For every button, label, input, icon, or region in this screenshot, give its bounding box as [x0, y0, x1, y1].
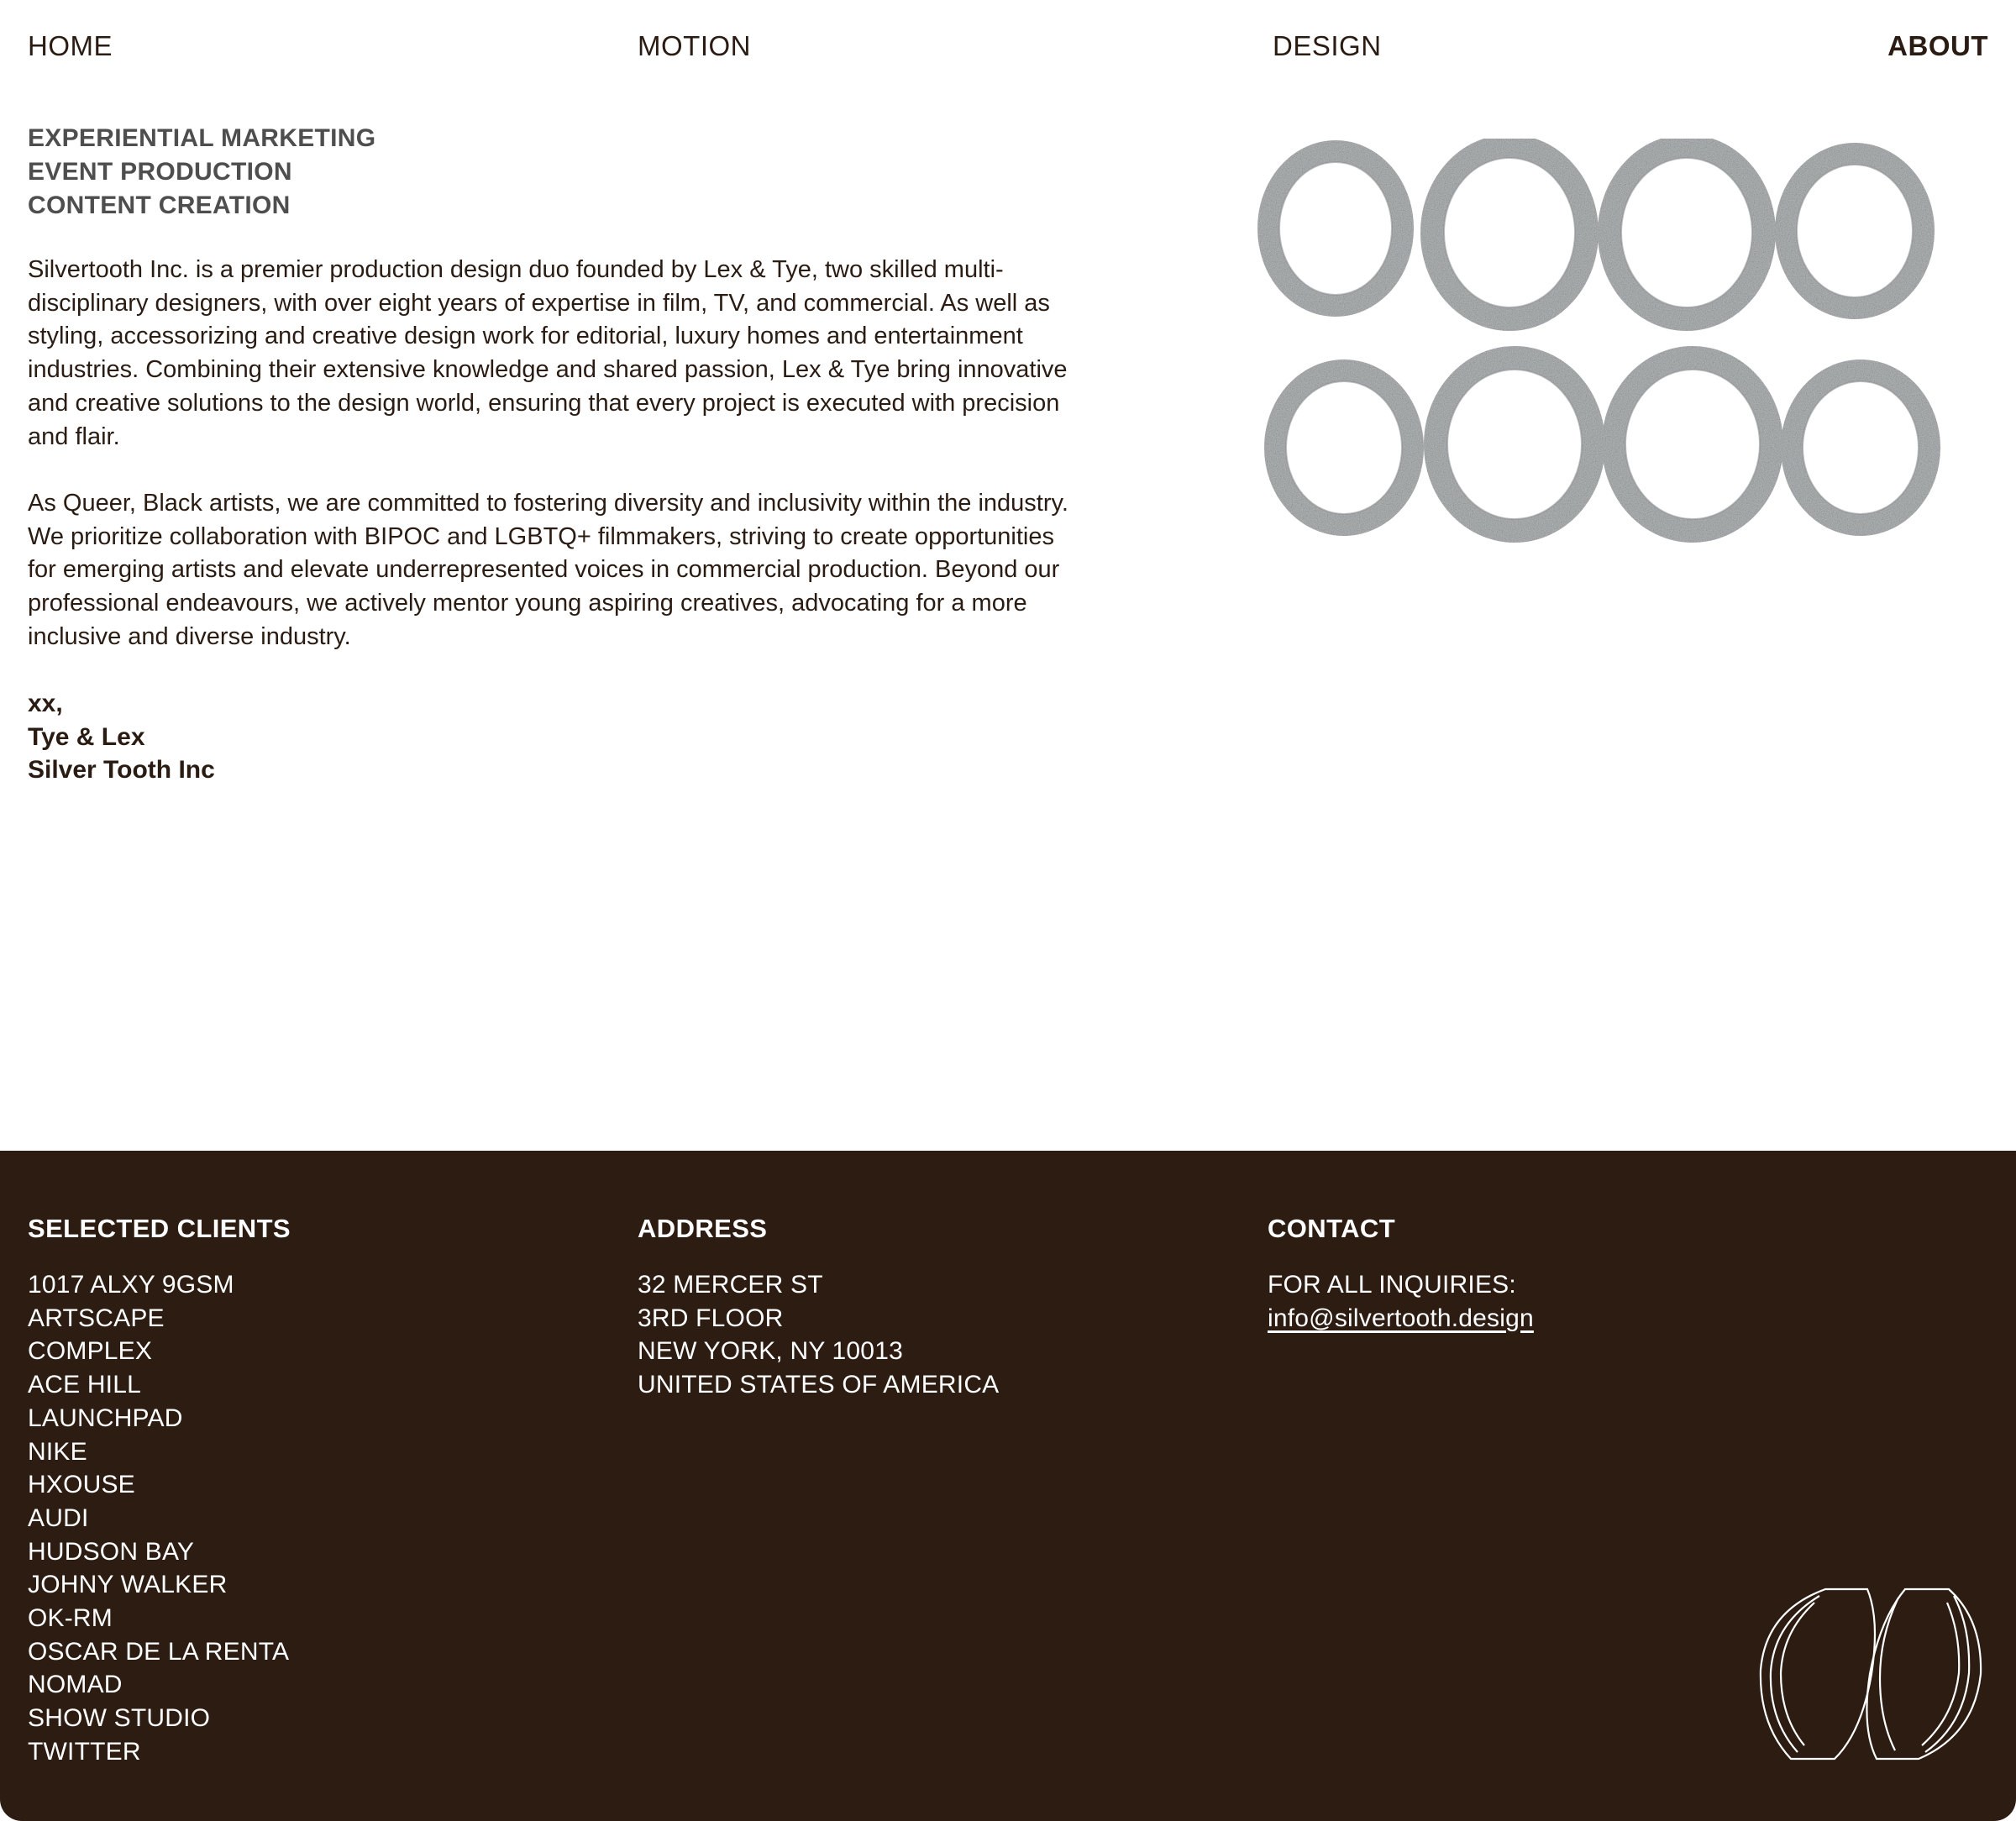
- interlocking-rings-logo: [1754, 1586, 1989, 1762]
- contact-email-link[interactable]: info@silvertooth.design: [1268, 1304, 1534, 1332]
- address-line: NEW YORK, NY 10013: [638, 1337, 903, 1366]
- signoff-line: Tye & Lex: [28, 722, 145, 751]
- address-column: [638, 1213, 999, 1402]
- client-item: TWITTER: [28, 1737, 141, 1766]
- signoff-line: xx,: [28, 690, 63, 717]
- about-paragraph-2: As Queer, Black artists, we are committed to fostering diversity and inclusivity within the industry. We prioritize collaboration with BIPOC and LGBTQ+ filmmakers, striving to create opportunities for emerging artists and elevate underrepresented voices in commercial production. Beyond our professional endeavours, we actively mentor young aspiring creatives, advocating for a more inclusive and diverse industry.: [28, 490, 1068, 650]
- client-item: JOHNY WALKER: [28, 1571, 228, 1599]
- address-line: 3RD FLOOR: [638, 1304, 784, 1332]
- address-line: 32 MERCER ST: [638, 1271, 823, 1299]
- client-item: OSCAR DE LA RENTA: [28, 1637, 290, 1666]
- client-item: ARTSCAPE: [28, 1304, 165, 1332]
- signoff: [28, 687, 215, 787]
- client-item: 1017 ALXY 9GSM: [28, 1271, 234, 1299]
- nav-about[interactable]: ABOUT: [1887, 30, 1988, 61]
- service-item: EVENT PRODUCTION: [28, 158, 292, 186]
- top-nav: [0, 0, 2016, 92]
- client-item: LAUNCHPAD: [28, 1404, 183, 1432]
- nav-design[interactable]: DESIGN: [1273, 30, 1382, 61]
- client-item: SHOW STUDIO: [28, 1704, 211, 1733]
- client-item: NIKE: [28, 1437, 87, 1466]
- client-item: AUDI: [28, 1504, 89, 1532]
- footer: [0, 1151, 2016, 1821]
- address-line: UNITED STATES OF AMERICA: [638, 1371, 1000, 1399]
- clients-list: [28, 1268, 291, 1769]
- clients-heading: SELECTED CLIENTS: [28, 1214, 291, 1243]
- signoff-line: Silver Tooth Inc: [28, 756, 215, 784]
- address-lines: [638, 1268, 999, 1402]
- client-item: HXOUSE: [28, 1471, 135, 1499]
- contact-details: [1268, 1268, 1534, 1335]
- client-item: NOMAD: [28, 1671, 123, 1699]
- contact-heading: CONTACT: [1268, 1214, 1396, 1243]
- services-list: [28, 122, 375, 223]
- client-item: HUDSON BAY: [28, 1537, 195, 1566]
- silver-rings-image: [1256, 139, 1953, 567]
- contact-column: [1268, 1213, 1534, 1335]
- service-item: CONTENT CREATION: [28, 192, 291, 219]
- address-heading: ADDRESS: [638, 1214, 768, 1243]
- nav-motion[interactable]: MOTION: [638, 30, 751, 61]
- service-item: EXPERIENTIAL MARKETING: [28, 124, 376, 152]
- clients-column: [28, 1213, 291, 1769]
- client-item: OK-RM: [28, 1604, 113, 1633]
- about-paragraph-1: Silvertooth Inc. is a premier production design duo founded by Lex & Tye, two skilled multi-disciplinary designers, with over eight years of expertise in film, TV, and commercial. As well as styling, accessorizing and creative design work for editorial, luxury homes and entertainment industries. Combining their extensive knowledge and shared passion, Lex & Tye bring innovative and creative solutions to the design world, ensuring that every project is executed with precision and flair.: [28, 256, 1068, 450]
- nav-home[interactable]: HOME: [28, 30, 113, 61]
- client-item: ACE HILL: [28, 1371, 141, 1399]
- client-item: COMPLEX: [28, 1337, 153, 1366]
- contact-label: FOR ALL INQUIRIES:: [1268, 1271, 1516, 1299]
